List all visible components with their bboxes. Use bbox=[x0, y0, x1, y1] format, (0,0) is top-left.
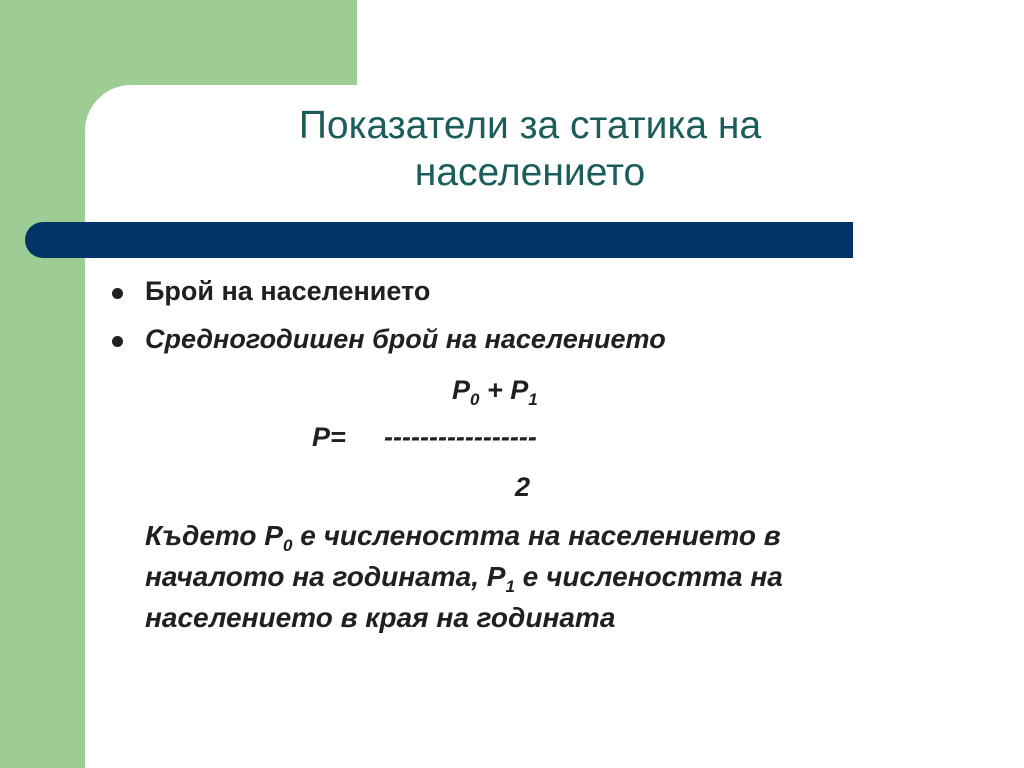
formula-fraction-dashes: ----------------- bbox=[384, 422, 537, 452]
bullet-dot-icon bbox=[112, 336, 123, 347]
white-panel-top bbox=[357, 0, 1024, 90]
explanation-p1-subscript: 1 bbox=[505, 577, 515, 596]
explanation-line-1 bbox=[145, 520, 781, 555]
explanation-line-3: населението в края на годината bbox=[145, 602, 616, 633]
formula-numerator bbox=[452, 375, 538, 409]
bullet-text-average-population: Средногодишен брой на населението bbox=[145, 324, 666, 354]
explanation-line-2-suffix: е числеността на bbox=[514, 561, 783, 592]
explanation-p0-subscript: 0 bbox=[282, 536, 293, 555]
title-line-2: населението bbox=[414, 151, 646, 194]
bullet-text-population-count: Брой на населението bbox=[145, 276, 431, 306]
formula-plus-p1: + P bbox=[479, 375, 529, 405]
explanation-line-2-prefix: началото на годината, P bbox=[145, 561, 506, 592]
explanation-line-1-suffix: е числеността на населението в bbox=[292, 520, 781, 551]
formula-p0-subscript: 0 bbox=[470, 390, 480, 409]
explanation-line-1-prefix: Където P bbox=[145, 520, 283, 551]
formula-lhs: P= bbox=[312, 422, 346, 452]
bullet-dot-icon bbox=[112, 288, 123, 299]
explanation-line-2 bbox=[145, 561, 783, 596]
formula-denominator: 2 bbox=[515, 472, 531, 502]
title-divider-bar bbox=[25, 222, 853, 258]
formula-p1-subscript: 1 bbox=[528, 390, 538, 409]
title-line-1: Показатели за статика на bbox=[298, 104, 762, 147]
formula-p0-letter: P bbox=[452, 375, 471, 405]
slide-title bbox=[180, 102, 880, 196]
